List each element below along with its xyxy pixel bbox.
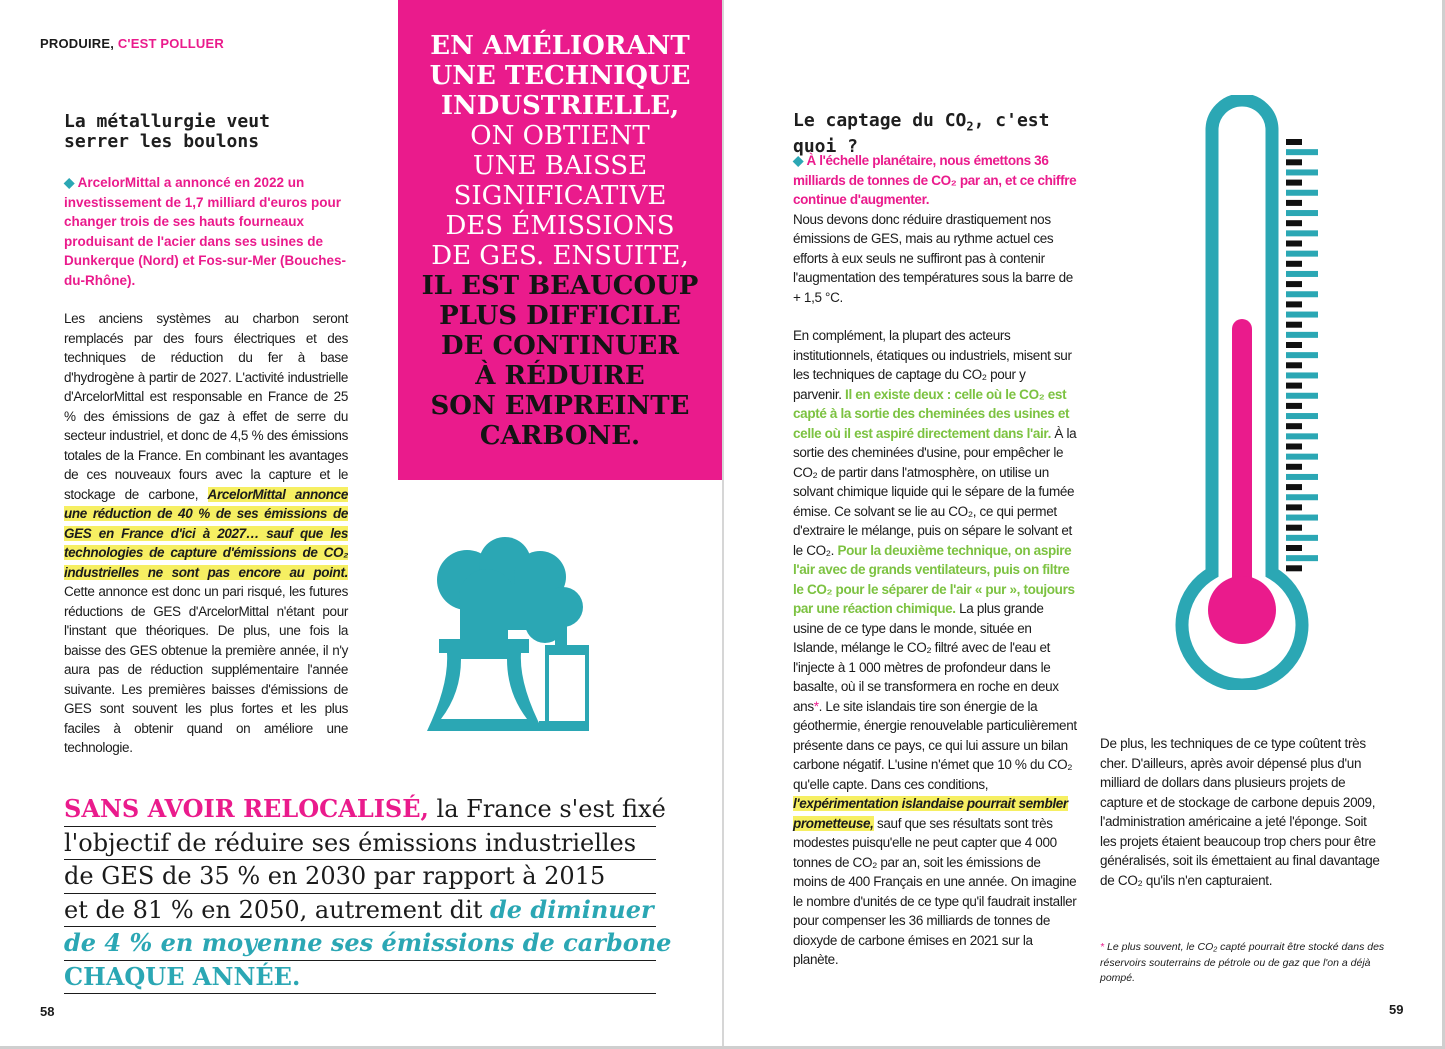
thermometer-tick-long: [1286, 291, 1318, 297]
running-head: [40, 36, 224, 51]
page-number-left: 58: [40, 1004, 55, 1019]
thermometer-tick-long: [1286, 555, 1318, 561]
right-column-2: De plus, les techniques de ce type coûtent très cher. D'ailleurs, après avoir dépensé plus d'un milliard de dollars dans plusieurs projets de capture et de stockage de carbone depuis 2009, l'administration américaine a jeté l'éponge. Soit les projets étaient beaucoup trop chers pour être généralisés, soit ils émettaient au final davantage de CO₂ qu'ils n'en capturaient.: [1100, 736, 1380, 888]
thermometer-tick: [1286, 281, 1302, 287]
big-quote-line: CHAQUE ANNÉE.: [64, 961, 656, 995]
pull-quote-line: DE GES. ENSUITE,: [431, 241, 689, 271]
left-heading: La métallurgie veut serrer les boulons: [64, 111, 270, 152]
pull-quote-line: UNE BAISSE: [472, 151, 648, 181]
page-gutter: [722, 0, 724, 1049]
thermometer-tick: [1286, 565, 1302, 571]
thermometer-tick-long: [1286, 413, 1318, 419]
thermometer-tick-long: [1286, 169, 1318, 175]
thermometer-level: [1232, 319, 1252, 605]
pull-quote-box: [398, 0, 722, 480]
running-head-title: C'EST POLLUER: [117, 36, 224, 51]
pull-quote-line: DES ÉMISSIONS: [445, 211, 675, 241]
thermometer-tick: [1286, 525, 1302, 531]
pull-quote-dark: [398, 271, 722, 451]
thermometer-tick: [1286, 403, 1302, 409]
thermometer-tick-long: [1286, 210, 1318, 216]
thermometer-tick: [1286, 545, 1302, 551]
thermometer-tick: [1286, 220, 1302, 226]
left-lead: ◆ ArcelorMittal a annoncé en 2022 un investissement de 1,7 milliard d'euros pour changer trois de ses hauts fourneaux produisant de l'acier dans ses usines de Dunkerque (Nord) et Fos-sur-Mer (Bouches-du-Rhône).: [64, 175, 347, 288]
thermometer-tick-long: [1286, 433, 1318, 439]
pull-quote-line: PLUS DIFFICILE: [439, 301, 681, 331]
thermometer-tick-long: [1286, 251, 1318, 257]
thermometer-tick-long: [1286, 535, 1318, 541]
page-number-right: 59: [1389, 1002, 1404, 1017]
pull-quote-white-thin: [398, 121, 722, 271]
pull-quote-line: UNE TECHNIQUE: [429, 61, 691, 91]
factory-cooling-tower-icon: [425, 535, 590, 735]
pull-quote-line: EN AMÉLIORANT: [430, 31, 690, 61]
thermometer-tick: [1286, 180, 1302, 186]
big-quote-line: l'objectif de réduire ses émissions industrielles: [64, 827, 656, 861]
thermometer-tick-long: [1286, 190, 1318, 196]
pull-quote-line: SIGNIFICATIVE: [453, 181, 667, 211]
right-heading: Le captage du $CO_2$, c'est quoi ?: [793, 110, 1050, 157]
pull-quote-line: À RÉDUIRE: [475, 361, 645, 391]
thermometer-tick: [1286, 484, 1302, 490]
thermometer-tick-long: [1286, 312, 1318, 318]
pull-quote-line: ON OBTIENT: [470, 121, 650, 151]
pull-quote-line: SON EMPREINTE: [430, 391, 690, 421]
thermometer-tick: [1286, 383, 1302, 389]
pull-quote-line: INDUSTRIELLE,: [440, 91, 680, 121]
pull-quote-line: CARBONE.: [479, 421, 641, 451]
thermometer-tick-long: [1286, 393, 1318, 399]
big-quote-line: de GES de 35 % en 2030 par rapport à 2015: [64, 860, 656, 894]
running-head-section: PRODUIRE,: [40, 36, 115, 51]
pull-quote-white: [398, 31, 722, 121]
pull-quote-line: DE CONTINUER: [441, 331, 679, 361]
thermometer-tick-long: [1286, 515, 1318, 521]
thermometer-tick: [1286, 464, 1302, 470]
big-quote-line: de 4 % en moyenne ses émissions de carbone: [64, 927, 656, 961]
right-body-2: En complément, la plupart des acteurs institutionnels, étatiques ou industriels, misent sur les techniques de captage du CO₂ pour y parvenir. Il en existe deux : celle où le CO₂ est capté à la sortie des cheminées des usines et celle où il est aspiré directement dans l'air. À la sortie des cheminées d'usine, pour empêcher le CO₂ de partir dans l'atmosphère, on utilise un solvant chimique liquide qui le sépare de la fumée émise. Ce solvant se lie au CO₂, ce qui permet d'extraire le mélange, puis on sépare le solvant et le CO₂. Pour la deuxième technique, on aspire l'air avec de grands ventilateurs, puis on filtre le CO₂ pour le séparer de l'air « pur », toujours par une réaction chimique. La plus grande usine de ce type dans le monde, située en Islande, mélange le CO₂ filtré avec de l'eau et l'injecte à 1 000 mètres de profondeur dans le basalte, où il se transformera en roche en deux ans*. Le site islandais tire son énergie de la géothermie, énergie renouvelable particulièrement présente dans ce pays, ce qui lui assure un bilan carbone négatif. L'usine n'émet que 10 % du CO₂ qu'elle capte. Dans ces conditions, l'expérimentation islandaise pourrait sembler prometteuse, sauf que ses résultats sont très modestes puisqu'elle ne peut capter que 4 000 tonnes de CO₂ par an, soit les émissions de moins de 400 Français en une année. On imagine le nombre d'unités de ce type qu'il faudrait installer pour compenser les 36 milliards de tonnes de dioxyde de carbone émises en 2021 sur la planète.: [793, 328, 1077, 967]
thermometer-tick: [1286, 159, 1302, 165]
diamond-bullet-icon: ◆: [793, 153, 804, 168]
big-quote: [64, 793, 672, 994]
thermometer-tick-long: [1286, 494, 1318, 500]
thermometer-tick-long: [1286, 230, 1318, 236]
right-body-1: Nous devons donc réduire drastiquement nos émissions de GES, mais au rythme actuel ces efforts à eux seuls ne suffiront pas à contenir l'augmentation des températures sous la barre de + 1,5 °C.: [793, 211, 1073, 305]
left-column: [64, 173, 348, 758]
thermometer-tick: [1286, 261, 1302, 267]
thermometer-tick: [1286, 200, 1302, 206]
thermometer-tick-long: [1286, 332, 1318, 338]
thermometer-tick: [1286, 362, 1302, 368]
thermometer-tick: [1286, 423, 1302, 429]
big-quote-line: et de 81 % en 2050, autrement dit de diminuer: [64, 894, 656, 928]
left-body: Les anciens systèmes au charbon seront remplacés par des fours électriques et des techniques de réduction du fer à base d'hydrogène à partir de 2027. L'activité industrielle d'ArcelorMittal est responsable en France de 25 % des émissions de gaz à effet de serre du secteur industriel, et donc de 4,5 % des émissions totales de la France. En combinant les avantages de ces nouveaux fours avec la capture et le stockage de carbone, ArcelorMittal annonce une réduction de 40 % de ses émissions de GES en France d'ici à 2027… sauf que les technologies de capture d'émissions de CO₂ industrielles ne sont pas encore au point. Cette annonce est donc un pari risqué, les futures réductions de GES d'ArcelorMittal n'étant pour l'instant que théoriques. De plus, une fois la baisse des GES obtenue la première année, il n'y aura pas de réduction supplémentaire l'année suivante. Les premières baisses d'émissions de GES sont souvent les plus fortes et les plus faciles à obtenir quand on améliore une technologie.: [64, 311, 348, 755]
thermometer-tick-long: [1286, 454, 1318, 460]
diamond-bullet-icon: ◆: [64, 175, 75, 190]
thermometer-tick: [1286, 504, 1302, 510]
thermometer-tick-long: [1286, 149, 1318, 155]
thermometer-tick: [1286, 241, 1302, 247]
thermometer-tick-long: [1286, 271, 1318, 277]
thermometer-tick: [1286, 342, 1302, 348]
right-lead: ◆ À l'échelle planétaire, nous émettons 36 milliards de tonnes de CO₂ par an, et ce chiffre continue d'augmenter.: [793, 153, 1077, 207]
thermometer-tick-long: [1286, 352, 1318, 358]
thermometer-tick: [1286, 139, 1302, 145]
thermometer-tick-long: [1286, 372, 1318, 378]
thermometer-tick-long: [1286, 474, 1318, 480]
right-highlight: l'expérimentation islandaise pourrait sembler prometteuse,: [793, 796, 1068, 831]
thermometer-tick: [1286, 301, 1302, 307]
thermometer-tick: [1286, 444, 1302, 450]
thermometer-icon: [1170, 95, 1330, 690]
footnote: * Le plus souvent, le CO₂ capté pourrait être stocké dans des réservoirs souterrains de pétrole ou de gaz que l'on a déjà pompé.: [1100, 941, 1385, 984]
left-highlight: ArcelorMittal annonce une réduction de 40 % de ses émissions de GES en France d'ici à 2027… sauf que les technologies de capture d'émissions de CO₂ industrielles ne sont pas encore au point.: [64, 486, 348, 580]
thermometer-tick: [1286, 322, 1302, 328]
right-column: [793, 151, 1077, 970]
pull-quote-line: IL EST BEAUCOUP: [421, 271, 699, 301]
big-quote-line: SANS AVOIR RELOCALISÉ, la France s'est fixé: [64, 793, 656, 827]
